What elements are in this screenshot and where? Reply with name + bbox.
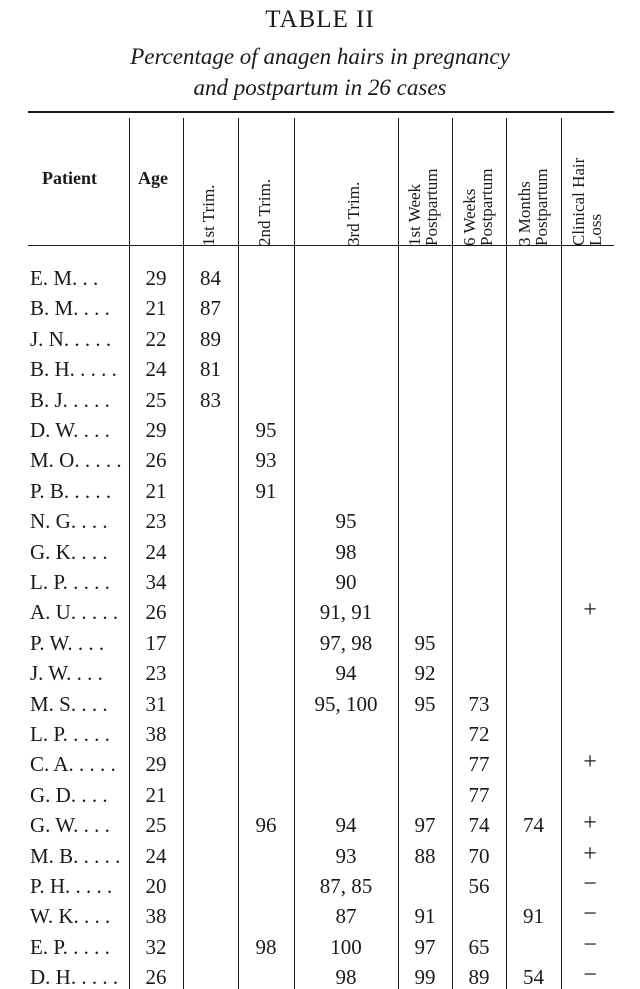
cell-t3: 98	[335, 540, 357, 564]
cell-patient: G. W. . . .	[30, 813, 110, 837]
cell-loss: −	[583, 901, 597, 927]
header-3rd-trim: 3rd Trim.	[344, 181, 363, 246]
cell-pp3m: 74	[523, 813, 544, 837]
cell-t3: 87	[335, 904, 357, 928]
cell-t3: 95, 100	[314, 692, 378, 716]
cell-age: 24	[145, 844, 167, 868]
cell-loss: +	[583, 841, 597, 867]
cell-age: 38	[145, 722, 167, 746]
cell-pp3m: 54	[523, 965, 544, 989]
cell-pp1: 95	[414, 631, 436, 655]
cell-t3: 94	[335, 661, 357, 685]
cell-pp6: 77	[468, 783, 490, 807]
cell-patient: A. U. . . . .	[30, 600, 119, 624]
table-caption-line-1: Percentage of anagen hairs in pregnancy	[130, 44, 510, 69]
header-1st-week-postpartum: 1st Week Postpartum	[405, 168, 441, 246]
column-divider	[506, 118, 507, 989]
cell-age: 21	[145, 296, 167, 320]
cell-t1: 87	[200, 296, 221, 320]
cell-patient: B. J. . . . .	[30, 388, 110, 412]
cell-age: 26	[145, 448, 167, 472]
table-caption-line-2: and postpartum in 26 cases	[193, 75, 447, 100]
cell-patient: D. W. . . .	[30, 418, 110, 442]
header-patient: Patient	[42, 168, 97, 188]
cell-pp1: 97	[414, 813, 436, 837]
column-divider	[183, 118, 184, 989]
cell-age: 23	[145, 509, 167, 533]
cell-pp6: 89	[468, 965, 490, 989]
cell-age: 26	[145, 600, 167, 624]
cell-t3: 100	[330, 935, 362, 959]
cell-age: 31	[145, 692, 167, 716]
cell-pp6: 65	[468, 935, 490, 959]
cell-patient: L. P. . . . .	[30, 570, 110, 594]
cell-t3: 95	[335, 509, 357, 533]
cell-t3: 91, 91	[319, 600, 373, 624]
cell-age: 21	[145, 783, 167, 807]
cell-patient: J. W. . . .	[30, 661, 103, 685]
header-clinical-hair-loss: Clinical Hair Loss	[569, 157, 605, 246]
header-age: Age	[138, 168, 168, 188]
cell-pp6: 74	[468, 813, 490, 837]
cell-patient: B. H. . . . .	[30, 357, 117, 381]
cell-age: 25	[145, 813, 167, 837]
cell-t2: 98	[255, 935, 277, 959]
cell-pp6: 77	[468, 752, 490, 776]
cell-patient: C. A. . . . .	[30, 752, 116, 776]
cell-loss: −	[583, 871, 597, 897]
cell-age: 29	[145, 752, 167, 776]
cell-patient: J. N. . . . .	[30, 327, 112, 351]
cell-patient: M. B. . . . .	[30, 844, 121, 868]
cell-t3: 90	[335, 570, 357, 594]
header-3-months-postpartum: 3 Months Postpartum	[515, 168, 551, 246]
cell-age: 32	[145, 935, 167, 959]
cell-age: 22	[145, 327, 167, 351]
header-6-weeks-postpartum: 6 Weeks Postpartum	[460, 168, 496, 246]
cell-pp6: 70	[468, 844, 490, 868]
cell-t2: 96	[255, 813, 277, 837]
cell-patient: W. K. . . .	[30, 904, 111, 928]
cell-t2: 93	[255, 448, 277, 472]
cell-t3: 87, 85	[319, 874, 373, 898]
cell-patient: E. M. . .	[30, 266, 99, 290]
cell-t2: 91	[255, 479, 277, 503]
cell-age: 29	[145, 418, 167, 442]
cell-age: 38	[145, 904, 167, 928]
cell-patient: L. P. . . . .	[30, 722, 110, 746]
cell-pp1: 99	[414, 965, 436, 989]
cell-patient: B. M. . . .	[30, 296, 110, 320]
cell-patient: P. B. . . . .	[30, 479, 112, 503]
cell-pp1: 92	[414, 661, 436, 685]
cell-patient: N. G. . . .	[30, 509, 108, 533]
cell-pp1: 88	[414, 844, 436, 868]
cell-pp6: 56	[468, 874, 490, 898]
cell-age: 23	[145, 661, 167, 685]
cell-patient: M. O. . . . .	[30, 448, 122, 472]
cell-loss: −	[583, 932, 597, 958]
cell-age: 21	[145, 479, 167, 503]
cell-t1: 81	[200, 357, 221, 381]
cell-loss: +	[583, 749, 597, 775]
cell-pp6: 73	[468, 692, 490, 716]
cell-t3: 97, 98	[319, 631, 373, 655]
cell-loss: +	[583, 597, 597, 623]
cell-t3: 98	[335, 965, 357, 989]
cell-patient: G. K. . . .	[30, 540, 108, 564]
column-divider	[238, 118, 239, 989]
cell-pp1: 91	[414, 904, 436, 928]
cell-age: 20	[145, 874, 167, 898]
cell-age: 29	[145, 266, 167, 290]
cell-patient: P. H. . . . .	[30, 874, 113, 898]
cell-age: 24	[145, 357, 167, 381]
cell-t1: 89	[200, 327, 221, 351]
cell-age: 26	[145, 965, 167, 989]
cell-patient: E. P. . . . .	[30, 935, 110, 959]
cell-age: 24	[145, 540, 167, 564]
cell-patient: D. H. . . . .	[30, 965, 119, 989]
cell-loss: +	[583, 810, 597, 836]
cell-t1: 84	[200, 266, 221, 290]
cell-age: 25	[145, 388, 167, 412]
cell-t3: 94	[335, 813, 357, 837]
header-1st-trim: 1st Trim.	[199, 184, 218, 246]
header-2nd-trim: 2nd Trim.	[255, 178, 274, 246]
cell-t1: 83	[200, 388, 221, 412]
cell-pp6: 72	[468, 722, 490, 746]
cell-pp1: 95	[414, 692, 436, 716]
table-top-rule	[28, 111, 614, 113]
cell-patient: G. D. . . .	[30, 783, 108, 807]
cell-t2: 95	[255, 418, 277, 442]
cell-pp3m: 91	[523, 904, 544, 928]
cell-age: 34	[145, 570, 167, 594]
cell-patient: P. W. . . .	[30, 631, 105, 655]
cell-t3: 93	[335, 844, 357, 868]
table-title: TABLE II	[265, 6, 375, 33]
cell-loss: −	[583, 962, 597, 988]
cell-age: 17	[145, 631, 167, 655]
cell-patient: M. S. . . .	[30, 692, 108, 716]
cell-pp1: 97	[414, 935, 436, 959]
